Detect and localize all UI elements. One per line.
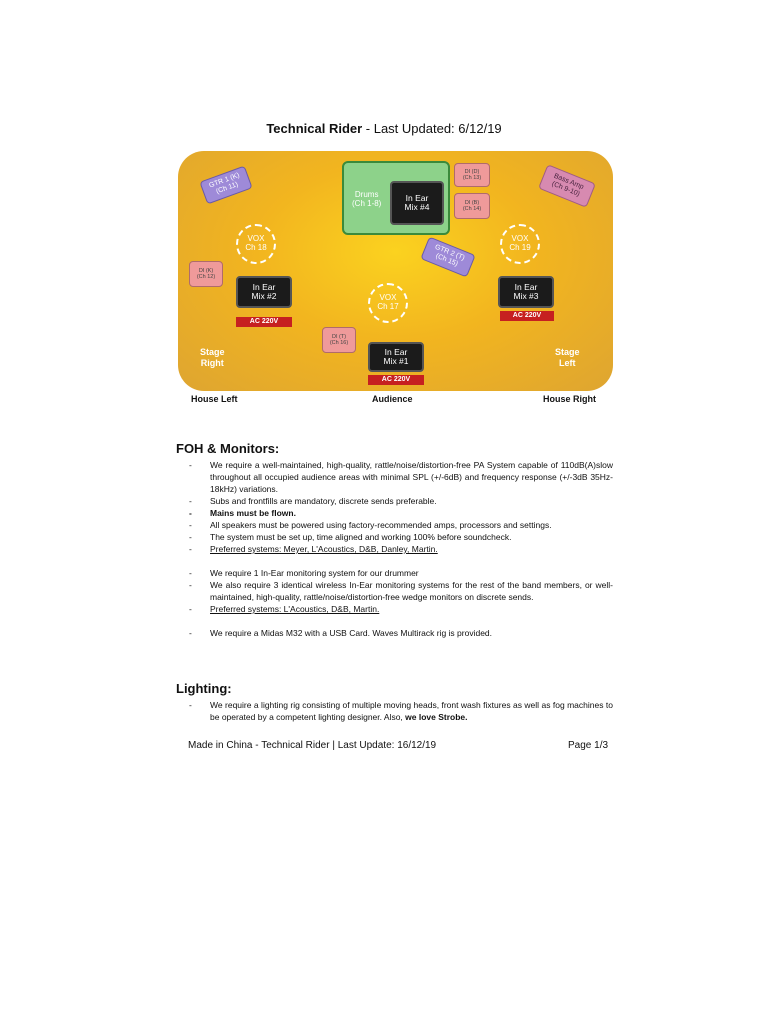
foh-item-pa: - We require a well-maintained, high-quality, rattle/noise/distortion-free PA System capable of 110dB(A)slow throughout all occupied audience areas with minimal SPL (+/-6dB) and frequency response (+/-3dB 35Hz-18kHz) variations. [189, 459, 613, 495]
bass-amp: Bass Amp (Ch 9-10) [538, 164, 596, 208]
in-ear-mix-1: In Ear Mix #1 [368, 342, 424, 372]
in-ear-mix-2: In Ear Mix #2 [236, 276, 292, 308]
gtr1-amp: GTR 1 (K) (Ch 11) [199, 166, 252, 205]
page-title [0, 121, 768, 136]
foh-item-mains: - Mains must be flown. [189, 507, 613, 519]
vox-ch17: VOX Ch 17 [368, 283, 408, 323]
lighting-item [189, 699, 613, 723]
lighting-item-text: We require a lighting rig consisting of multiple moving heads, front wash fixtures as well as fog machines to be operated by a competent lighting designer. Also, [210, 700, 613, 722]
audience-label: Audience [372, 394, 413, 404]
house-right-label: House Right [543, 394, 596, 404]
lighting-item-bold: we love Strobe. [405, 712, 468, 722]
foh-item-subs: - Subs and frontfills are mandatory, discrete sends preferable. [189, 495, 613, 507]
in-ear-mix-3: In Ear Mix #3 [498, 276, 554, 308]
di-box-d: DI (D) (Ch 13) [454, 163, 490, 187]
monitor-item-wireless: - We also require 3 identical wireless In-Ear monitoring systems for the rest of the band members, or well-maintained, high-quality, rattle/noise/distortion-free wedge monitors on discrete sends. [189, 579, 613, 603]
vox-ch18: VOX Ch 18 [236, 224, 276, 264]
title-bold: Technical Rider [266, 121, 363, 136]
ac-220v-left: AC 220V [236, 317, 292, 327]
drums-label: Drums (Ch 1-8) [352, 190, 382, 208]
di-box-b: DI (B) (Ch 14) [454, 193, 490, 219]
gtr2-amp: GTR 2 (T) (Ch 15) [420, 237, 475, 278]
foh-list [189, 459, 613, 639]
di-box-k: DI (K) (Ch 12) [189, 261, 223, 287]
di-box-t: DI (T) (Ch 16) [322, 327, 356, 353]
lighting-heading: Lighting: [176, 681, 232, 696]
stage-right-label: Stage Right [200, 347, 225, 368]
title-rest: - Last Updated: 6/12/19 [362, 121, 502, 136]
footer-page-number: Page 1/3 [568, 740, 609, 751]
footer-left: Made in China - Technical Rider | Last Update: 16/12/19 [188, 740, 437, 751]
foh-heading: FOH & Monitors: [176, 441, 280, 456]
stage-left-label: Stage Left [555, 347, 580, 368]
monitor-item-drummer: - We require 1 In-Ear monitoring system for our drummer [189, 567, 613, 579]
ac-220v-right: AC 220V [500, 311, 554, 321]
stage-plot [178, 151, 613, 391]
foh-item-preferred: - Preferred systems: Meyer, L'Acoustics, D&B, Danley, Martin. [189, 543, 613, 555]
foh-item-setup: - The system must be set up, time aligned and working 100% before soundcheck. [189, 531, 613, 543]
console-item: - We require a Midas M32 with a USB Card. Waves Multirack rig is provided. [189, 627, 613, 639]
lighting-list [189, 699, 613, 723]
foh-item-speakers: - All speakers must be powered using factory-recommended amps, processors and settings. [189, 519, 613, 531]
monitor-item-preferred: - Preferred systems: L'Acoustics, D&B, Martin. [189, 603, 613, 615]
vox-ch19: VOX Ch 19 [500, 224, 540, 264]
in-ear-mix-4: In Ear Mix #4 [390, 181, 444, 225]
house-left-label: House Left [191, 394, 238, 404]
ac-220v-center: AC 220V [368, 375, 424, 385]
